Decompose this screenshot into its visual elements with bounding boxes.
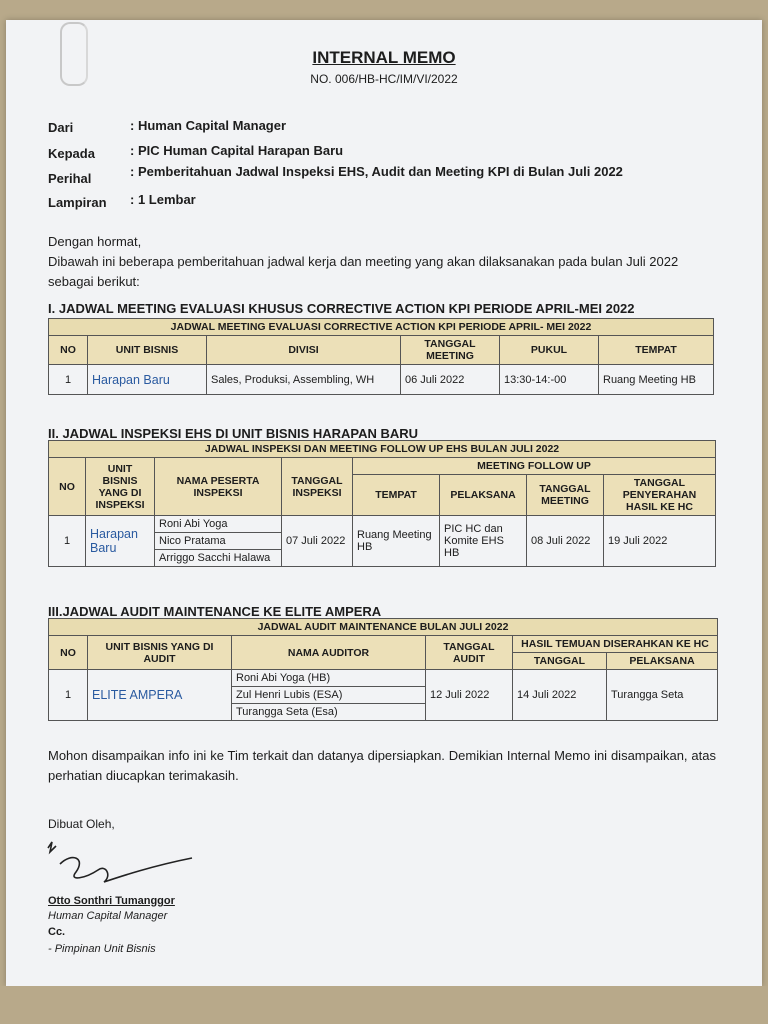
col-header: NAMA PESERTA INSPEKSI: [155, 458, 282, 516]
table-cell: 08 Juli 2022: [527, 516, 604, 567]
meta-value-kepada: : PIC Human Capital Harapan Baru: [130, 143, 344, 158]
col-header: TANGGAL INSPEKSI: [282, 458, 353, 516]
col-header: NO: [49, 336, 88, 365]
meta-value-perihal: : Pemberitahuan Jadwal Inspeksi EHS, Audit dan Meeting KPI di Bulan Juli 2022: [130, 164, 623, 179]
meta-value-dari: : Human Capital Manager: [130, 118, 287, 133]
col-header: UNIT BISNIS YANG DI AUDIT: [88, 636, 232, 670]
section3-caption: JADWAL AUDIT MAINTENANCE BULAN JULI 2022: [49, 619, 718, 636]
table-cell: 07 Juli 2022: [282, 516, 353, 567]
table-cell: 19 Juli 2022: [604, 516, 716, 567]
section2-table: [48, 440, 716, 567]
closing-paragraph: Mohon disampaikan info ini ke Tim terkait dan datanya dipersiapkan. Demikian Internal Memo ini disampaikan, atas perhatian diucapkan terimakasih.: [48, 748, 716, 783]
meta-label-perihal: Perihal: [48, 171, 92, 186]
table-cell: Harapan Baru: [86, 516, 155, 567]
meta-label-kepada: Kepada: [48, 146, 95, 161]
table-cell: 1: [49, 516, 86, 567]
background-strip: [0, 986, 768, 1024]
greeting: Dengan hormat,: [48, 234, 142, 249]
table-cell: 06 Juli 2022: [401, 365, 500, 395]
section1-table: [48, 318, 714, 395]
group-header: HASIL TEMUAN DISERAHKAN KE HC: [513, 636, 718, 653]
section2-heading: II. JADWAL INSPEKSI EHS DI UNIT BISNIS HARAPAN BARU: [48, 426, 419, 441]
table-cell: PIC HC dan Komite EHS HB: [440, 516, 527, 567]
col-header: TANGGAL MEETING: [401, 336, 500, 365]
col-header: TEMPAT: [599, 336, 714, 365]
col-header: NO: [49, 636, 88, 670]
table-cell: Turangga Seta (Esa): [232, 704, 426, 721]
memo-number: NO. 006/HB-HC/IM/VI/2022: [310, 72, 458, 86]
table-cell: Turangga Seta: [607, 670, 718, 721]
table-cell: 1: [49, 365, 88, 395]
memo-title: INTERNAL MEMO: [312, 48, 456, 67]
section3-heading: III.JADWAL AUDIT MAINTENANCE KE ELITE AMPERA: [48, 604, 382, 619]
table-cell: 14 Juli 2022: [513, 670, 607, 721]
signature-stroke: [48, 842, 192, 882]
group-header: MEETING FOLLOW UP: [353, 458, 716, 475]
table-cell: 12 Juli 2022: [426, 670, 513, 721]
cc-label: Cc.: [48, 926, 66, 938]
col-header: PELAKSANA: [607, 653, 718, 670]
signer-name: Otto Sonthri Tumanggor: [48, 895, 175, 907]
table-cell: Arriggo Sacchi Halawa: [155, 550, 282, 567]
col-header: TANGGAL: [513, 653, 607, 670]
col-header: TEMPAT: [353, 475, 440, 516]
section2-caption: JADWAL INSPEKSI DAN MEETING FOLLOW UP EHS BULAN JULI 2022: [49, 441, 716, 458]
signer-role: Human Capital Manager: [48, 910, 168, 922]
meta-label-lampiran: Lampiran: [48, 195, 107, 210]
meta-label-dari: Dari: [48, 120, 74, 135]
table-cell: 1: [49, 670, 88, 721]
cc-recipient: - Pimpinan Unit Bisnis: [48, 943, 156, 955]
table-cell: Zul Henri Lubis (ESA): [232, 687, 426, 704]
section1-caption: JADWAL MEETING EVALUASI CORRECTIVE ACTION KPI PERIODE APRIL- MEI 2022: [49, 319, 714, 336]
table-cell: Harapan Baru: [88, 365, 207, 395]
col-header: TANGGAL AUDIT: [426, 636, 513, 670]
col-header: NO: [49, 458, 86, 516]
section3-table: [48, 618, 718, 721]
signature-label: Dibuat Oleh,: [48, 817, 115, 831]
section1-heading: I. JADWAL MEETING EVALUASI KHUSUS CORRECTIVE ACTION KPI PERIODE APRIL-MEI 2022: [48, 301, 635, 316]
table-cell: Ruang Meeting HB: [599, 365, 714, 395]
table-cell: 13:30-14:-00: [500, 365, 599, 395]
table-cell: Roni Abi Yoga: [155, 516, 282, 533]
table-cell: Ruang Meeting HB: [353, 516, 440, 567]
table-cell: Roni Abi Yoga (HB): [232, 670, 426, 687]
col-header: TANGGAL PENYERAHAN HASIL KE HC: [604, 475, 716, 516]
col-header: PELAKSANA: [440, 475, 527, 516]
table-cell: Nico Pratama: [155, 533, 282, 550]
intro-paragraph: Dibawah ini beberapa pemberitahuan jadwal kerja dan meeting yang akan dilaksanakan pada bulan Juli 2022 sebagai berikut:: [48, 254, 679, 289]
col-header: NAMA AUDITOR: [232, 636, 426, 670]
col-header: UNIT BISNIS YANG DI INSPEKSI: [86, 458, 155, 516]
table-cell: Sales, Produksi, Assembling, WH: [207, 365, 401, 395]
col-header: DIVISI: [207, 336, 401, 365]
col-header: UNIT BISNIS: [88, 336, 207, 365]
col-header: TANGGAL MEETING: [527, 475, 604, 516]
col-header: PUKUL: [500, 336, 599, 365]
table-cell: ELITE AMPERA: [88, 670, 232, 721]
signature-mark: [42, 838, 202, 888]
meta-value-lampiran: : 1 Lembar: [130, 192, 196, 207]
